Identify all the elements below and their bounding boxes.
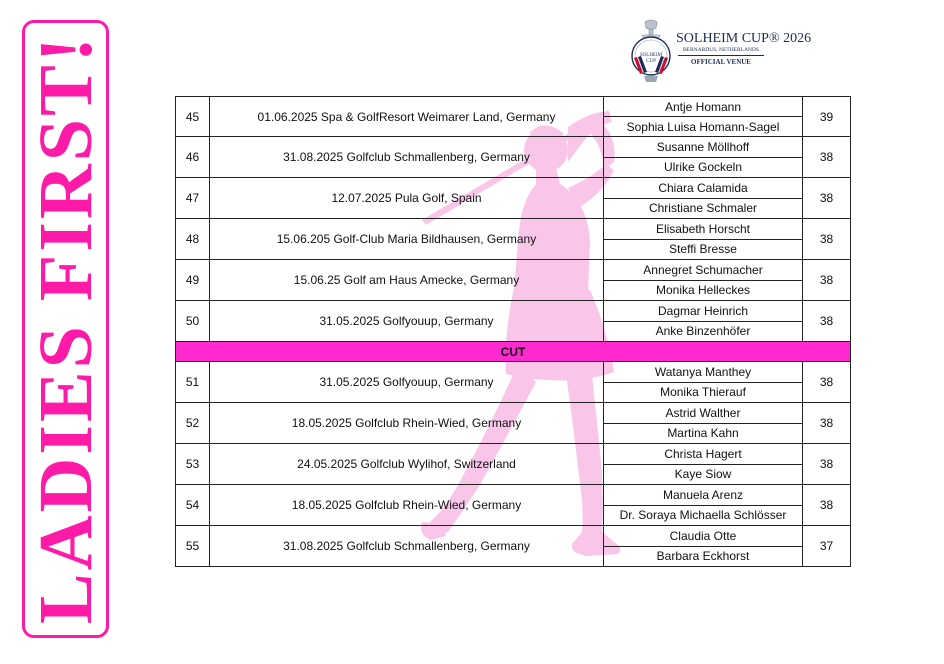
player-name: Christa Hagert bbox=[604, 444, 802, 465]
badge-line-2: CUP bbox=[646, 59, 656, 64]
player-name: Steffi Bresse bbox=[669, 242, 737, 257]
players-cell bbox=[604, 485, 803, 525]
score-cell: 38 bbox=[803, 362, 851, 402]
players-cell bbox=[604, 403, 803, 443]
rank-cell: 53 bbox=[175, 444, 210, 484]
table-row bbox=[175, 485, 851, 526]
table-row bbox=[175, 403, 851, 444]
table-row bbox=[175, 260, 851, 301]
player-name: Christiane Schmaler bbox=[648, 201, 758, 216]
solheim-cup-logo bbox=[626, 18, 812, 84]
event-cell: 12.07.2025 Pula Golf, Spain bbox=[210, 178, 604, 218]
event-cell: 15.06.25 Golf am Haus Amecke, Germany bbox=[210, 260, 604, 300]
table-row bbox=[175, 96, 851, 137]
trophy-icon bbox=[626, 18, 676, 84]
event-cell: 31.08.2025 Golfclub Schmallenberg, Germany bbox=[210, 526, 604, 566]
player-name: Astrid Walther bbox=[604, 403, 802, 424]
event-cell: 31.05.2025 Golfyouup, Germany bbox=[210, 362, 604, 402]
player-name: Chiara Calamida bbox=[604, 178, 802, 199]
table-row bbox=[175, 137, 851, 178]
cut-line: CUT bbox=[175, 342, 851, 362]
badge-line-1: SOLHEIM bbox=[639, 53, 663, 58]
table-row bbox=[175, 526, 851, 567]
results-table bbox=[175, 96, 851, 567]
player-name: Claudia Otte bbox=[604, 526, 802, 547]
player-name: Dagmar Heinrich bbox=[604, 301, 802, 322]
score-cell: 38 bbox=[803, 219, 851, 259]
rank-cell: 55 bbox=[175, 526, 210, 566]
banner-title: LADIES FIRST! bbox=[23, 33, 108, 625]
side-banner bbox=[22, 20, 109, 638]
table-row bbox=[175, 178, 851, 219]
players-cell bbox=[604, 526, 803, 566]
score-cell: 39 bbox=[803, 97, 851, 136]
players-cell bbox=[604, 97, 803, 136]
rank-cell: 49 bbox=[175, 260, 210, 300]
event-cell: 18.05.2025 Golfclub Rhein-Wied, Germany bbox=[210, 403, 604, 443]
rank-cell: 50 bbox=[175, 301, 210, 341]
score-cell: 38 bbox=[803, 301, 851, 341]
score-cell: 38 bbox=[803, 403, 851, 443]
event-cell: 15.06.205 Golf-Club Maria Bildhausen, Germany bbox=[210, 219, 604, 259]
player-name: Sophia Luisa Homann-Sagel bbox=[626, 119, 780, 134]
player-name: Elisabeth Horscht bbox=[604, 219, 802, 240]
rank-cell: 48 bbox=[175, 219, 210, 259]
rank-cell: 51 bbox=[175, 362, 210, 402]
logo-title: SOLHEIM CUP® 2026 bbox=[676, 31, 812, 46]
player-name: Monika Thierauf bbox=[660, 385, 746, 400]
player-name: Monika Helleckes bbox=[655, 283, 751, 298]
players-cell bbox=[604, 301, 803, 341]
players-cell bbox=[604, 219, 803, 259]
score-cell: 38 bbox=[803, 485, 851, 525]
score-cell: 38 bbox=[803, 137, 851, 177]
table-row bbox=[175, 444, 851, 485]
event-cell: 01.06.2025 Spa & GolfResort Weimarer Land, Germany bbox=[210, 97, 604, 136]
event-cell: 31.05.2025 Golfyouup, Germany bbox=[210, 301, 604, 341]
rank-cell: 54 bbox=[175, 485, 210, 525]
logo-subtitle: BERNARDUS, NETHERLANDS bbox=[682, 47, 760, 53]
score-cell: 38 bbox=[803, 444, 851, 484]
player-name: Martina Kahn bbox=[667, 426, 739, 441]
player-name: Anke Binzenhöfer bbox=[655, 324, 751, 339]
event-cell: 18.05.2025 Golfclub Rhein-Wied, Germany bbox=[210, 485, 604, 525]
players-cell bbox=[604, 178, 803, 218]
score-cell: 37 bbox=[803, 526, 851, 566]
player-name: Watanya Manthey bbox=[604, 362, 802, 383]
event-cell: 24.05.2025 Golfclub Wylihof, Switzerland bbox=[210, 444, 604, 484]
event-cell: 31.08.2025 Golfclub Schmallenberg, Germany bbox=[210, 137, 604, 177]
logo-venue: OFFICIAL VENUE bbox=[691, 58, 751, 66]
table-row bbox=[175, 301, 851, 342]
player-name: Susanne Möllhoff bbox=[604, 137, 802, 158]
players-cell bbox=[604, 260, 803, 300]
player-name: Ulrike Gockeln bbox=[663, 160, 743, 175]
player-name: Barbara Eckhorst bbox=[656, 549, 750, 564]
table-row bbox=[175, 219, 851, 260]
player-name: Kaye Siow bbox=[674, 467, 732, 482]
players-cell bbox=[604, 362, 803, 402]
logo-divider bbox=[678, 55, 764, 56]
score-cell: 38 bbox=[803, 260, 851, 300]
table-row bbox=[175, 362, 851, 403]
player-name: Annegret Schumacher bbox=[604, 260, 802, 281]
player-name: Antje Homann bbox=[604, 97, 802, 117]
player-name: Manuela Arenz bbox=[604, 485, 802, 506]
rank-cell: 52 bbox=[175, 403, 210, 443]
player-name: Dr. Soraya Michaella Schlösser bbox=[619, 508, 787, 523]
rank-cell: 45 bbox=[175, 97, 210, 136]
rank-cell: 47 bbox=[175, 178, 210, 218]
players-cell bbox=[604, 137, 803, 177]
rank-cell: 46 bbox=[175, 137, 210, 177]
score-cell: 38 bbox=[803, 178, 851, 218]
players-cell bbox=[604, 444, 803, 484]
